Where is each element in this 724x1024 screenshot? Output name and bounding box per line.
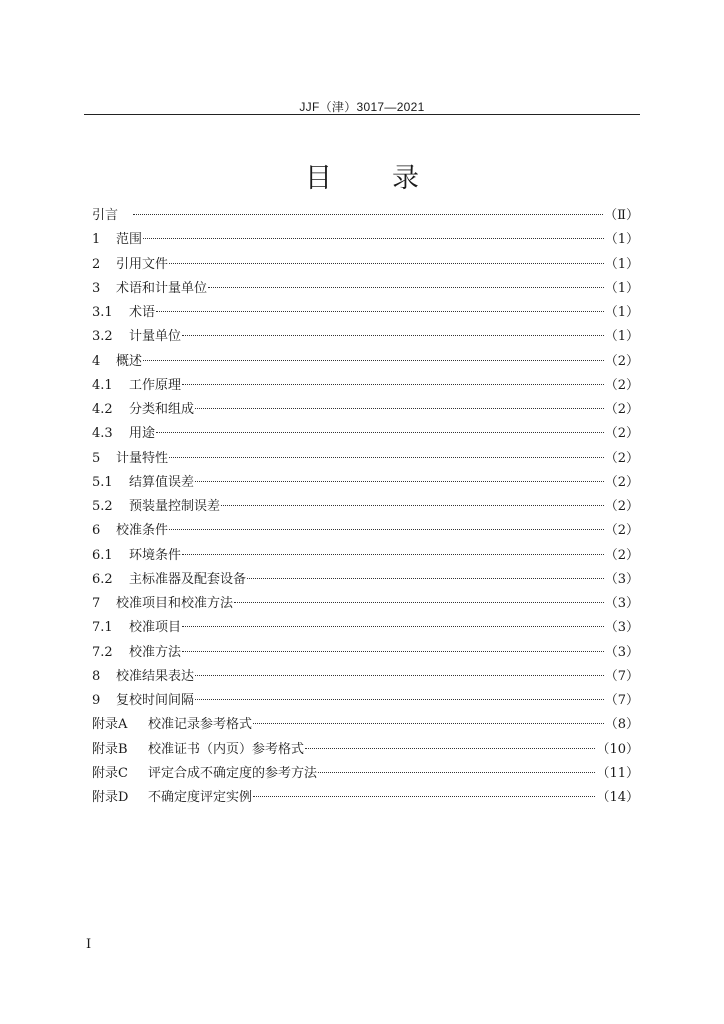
toc-entry-label: 工作原理 — [129, 377, 182, 393]
toc-entry-page: （3） — [604, 620, 639, 636]
toc-entry-number: 7.2 — [92, 644, 113, 660]
toc-entry[interactable] — [92, 738, 639, 762]
toc-entry-label: 用途 — [129, 426, 156, 442]
toc-entry-page: （10） — [596, 741, 639, 757]
toc-entry-page: （2） — [604, 547, 639, 563]
toc-leader-dots — [195, 408, 604, 409]
toc-entry-number: 2 — [92, 256, 101, 272]
toc-title — [0, 156, 724, 195]
toc-entry[interactable] — [92, 519, 639, 543]
toc-entry-label: 结算值误差 — [129, 474, 195, 490]
page-number: I — [86, 937, 92, 952]
toc-leader-dots — [182, 384, 604, 385]
toc-entry-label: 计量单位 — [129, 329, 182, 345]
toc-entry-number: 7 — [92, 596, 101, 611]
toc-leader-dots — [195, 699, 604, 700]
toc-leader-dots — [143, 360, 604, 361]
toc-entry-number: 附录A — [92, 717, 128, 733]
toc-entry[interactable] — [92, 398, 639, 422]
toc-entry[interactable] — [92, 762, 639, 786]
toc-entry-page: （11） — [596, 765, 639, 781]
toc-leader-dots — [208, 287, 604, 288]
toc-leader-dots — [143, 238, 604, 239]
toc-entry[interactable] — [92, 641, 639, 665]
toc-entry[interactable] — [92, 350, 639, 374]
toc-entry-page: （2） — [604, 499, 639, 514]
toc-leader-dots — [169, 457, 604, 458]
toc-entry-page: （8） — [604, 717, 639, 733]
toc-entry-number: 5 — [92, 450, 101, 466]
toc-leader-dots — [133, 214, 603, 215]
toc-entry-number: 9 — [92, 693, 101, 708]
toc-entry-label: 概述 — [116, 353, 143, 369]
toc-leader-dots — [182, 651, 604, 652]
toc-entry[interactable] — [92, 325, 639, 349]
header-rule — [84, 114, 640, 115]
toc-entry-number: 附录C — [92, 765, 128, 781]
toc-leader-dots — [182, 554, 604, 555]
toc-entry-number: 8 — [92, 668, 101, 684]
toc-entry-number: 6 — [92, 523, 101, 539]
toc-leader-dots — [253, 796, 595, 797]
toc-entry-number: 4.2 — [92, 402, 113, 417]
toc-entry-label: 校准条件 — [116, 523, 169, 539]
toc-entry-page: （2） — [604, 450, 639, 466]
toc-entry-label: 主标准器及配套设备 — [129, 571, 247, 587]
toc-entry[interactable] — [92, 277, 639, 301]
toc-title-char-1: 目 — [305, 163, 332, 194]
toc-entry[interactable] — [92, 616, 639, 640]
toc-entry-page: （1） — [604, 256, 639, 272]
toc-entry-page: （1） — [604, 280, 639, 296]
toc-entry-number: 4.1 — [92, 377, 113, 393]
toc-entry-label: 复校时间间隔 — [116, 693, 195, 708]
toc-leader-dots — [156, 432, 604, 433]
toc-entry-number: 6.1 — [92, 547, 113, 563]
toc-entry-label: 评定合成不确定度的参考方法 — [148, 765, 318, 781]
toc-entry-number: 3.2 — [92, 329, 113, 345]
toc-leader-dots — [169, 263, 604, 264]
toc-entry-page: （Ⅱ） — [604, 208, 639, 223]
toc-entry[interactable] — [92, 713, 639, 737]
toc-entry-page: （7） — [604, 693, 639, 708]
toc-entry-label: 校准记录参考格式 — [148, 717, 253, 733]
toc-entry-label: 计量特性 — [116, 450, 169, 466]
toc-entry-label: 术语和计量单位 — [116, 280, 208, 296]
toc-entry-number: 1 — [92, 232, 101, 248]
toc-entry[interactable] — [92, 592, 639, 616]
toc-entry-page: （2） — [604, 377, 639, 393]
toc-entry-label: 预装量控制误差 — [129, 499, 221, 514]
table-of-contents — [92, 204, 639, 810]
toc-leader-dots — [247, 578, 604, 579]
toc-entry[interactable] — [92, 422, 639, 446]
toc-entry[interactable] — [92, 665, 639, 689]
toc-entry-label: 校准证书（内页）参考格式 — [148, 741, 305, 757]
toc-leader-dots — [318, 772, 595, 773]
toc-leader-dots — [182, 626, 604, 627]
toc-leader-dots — [182, 335, 604, 336]
toc-entry-page: （2） — [604, 402, 639, 417]
toc-entry-number: 3 — [92, 280, 101, 296]
toc-entry-number: 7.1 — [92, 620, 113, 636]
toc-entry-label: 校准项目 — [129, 620, 182, 636]
toc-leader-dots — [195, 481, 604, 482]
toc-title-char-2: 录 — [392, 163, 419, 194]
toc-entry[interactable] — [92, 228, 639, 252]
toc-entry[interactable] — [92, 495, 639, 519]
toc-entry[interactable] — [92, 544, 639, 568]
toc-entry-page: （2） — [604, 523, 639, 539]
toc-leader-dots — [234, 602, 604, 603]
toc-entry-number: 6.2 — [92, 571, 113, 587]
toc-entry-number: 附录B — [92, 741, 128, 757]
toc-entry-page: （3） — [604, 596, 639, 611]
toc-entry-label: 校准项目和校准方法 — [116, 596, 234, 611]
toc-entry-label: 校准结果表达 — [116, 668, 195, 684]
toc-entry[interactable] — [92, 204, 639, 228]
toc-leader-dots — [169, 529, 604, 530]
toc-entry[interactable] — [92, 253, 639, 277]
toc-entry[interactable] — [92, 786, 639, 810]
toc-entry-page: （14） — [596, 790, 639, 805]
toc-entry[interactable] — [92, 568, 639, 592]
toc-entry-number: 附录D — [92, 790, 129, 805]
toc-entry-label: 校准方法 — [129, 644, 182, 660]
toc-entry-page: （3） — [604, 644, 639, 660]
toc-entry-number: 5.1 — [92, 474, 113, 490]
toc-entry-page: （2） — [604, 426, 639, 442]
toc-entry-number: 引言 — [92, 208, 119, 223]
toc-entry-page: （1） — [604, 329, 639, 345]
toc-entry-label: 引用文件 — [116, 256, 169, 272]
toc-entry-number: 4.3 — [92, 426, 113, 442]
toc-entry-page: （1） — [604, 232, 639, 248]
toc-entry[interactable] — [92, 689, 639, 713]
toc-entry-page: （2） — [604, 474, 639, 490]
toc-entry-label: 范围 — [116, 232, 143, 248]
toc-entry[interactable] — [92, 301, 639, 325]
toc-leader-dots — [156, 311, 604, 312]
toc-entry-page: （3） — [604, 571, 639, 587]
toc-entry-label: 分类和组成 — [129, 402, 195, 417]
toc-entry-page: （1） — [604, 305, 639, 320]
toc-leader-dots — [221, 505, 604, 506]
toc-entry[interactable] — [92, 447, 639, 471]
toc-leader-dots — [253, 723, 604, 724]
toc-entry[interactable] — [92, 471, 639, 495]
toc-leader-dots — [305, 748, 595, 749]
toc-entry-label: 术语 — [129, 305, 156, 320]
toc-entry-label: 环境条件 — [129, 547, 182, 563]
toc-entry-number: 4 — [92, 353, 101, 369]
toc-entry-label: 不确定度评定实例 — [148, 790, 253, 805]
toc-entry-number: 3.1 — [92, 305, 113, 320]
toc-leader-dots — [195, 675, 604, 676]
toc-entry-page: （2） — [604, 353, 639, 369]
toc-entry-number: 5.2 — [92, 499, 113, 514]
standard-code-header: JJF（津）3017—2021 — [299, 100, 425, 114]
toc-entry-page: （7） — [604, 668, 639, 684]
toc-entry[interactable] — [92, 374, 639, 398]
